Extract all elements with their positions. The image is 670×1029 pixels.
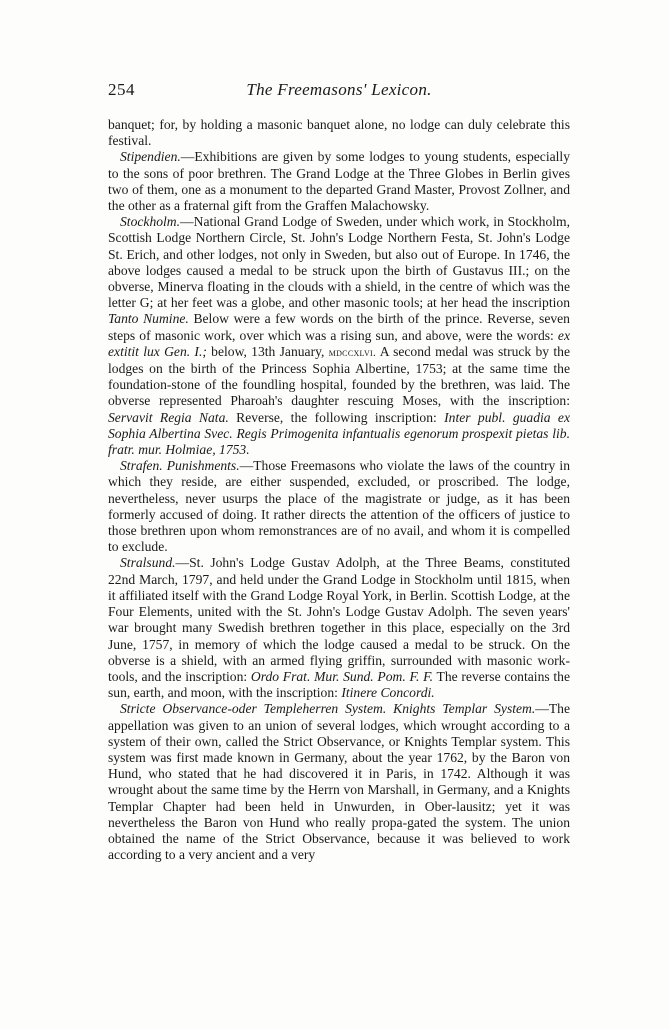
italic-text: Itinere Concordi. (341, 685, 435, 701)
text-run: —National Grand Lodge of Sweden, under which work, in Stockholm, Scottish Lodge Northern Circle, St. John's Lodge Northern Festa, St. John's Lodge St. Erich, and other lodges, not only in Sweden, but also out of Europe. In 1746, the above lodges caused a medal to be struck upon the birth of Gustavus III.; on the obverse, Minerva floating in the clouds with a shield, in the centre of which was the letter G; at her feet was a globe, and other masonic tools; at her head the inscription (108, 214, 570, 311)
italic-text: Servavit Regia Nata. (108, 409, 229, 425)
text-run: —The appellation was given to an union of several lodges, which wrought according to a system of their own, called the Strict Observance, or Knights Templar system. This system was first made known in Germany, about the year 1762, by the Baron von Hund, who stated that he had discovered it in Paris, in 1742. Although it was wrought about the same time by the Herrn von Marshall, in Germany, and a Knights Templar Chapter had been held in Unwurden, in Ober-lausitz; yet it was nevertheless the Baron von Hund who really propa-gated the system. The union obtained the name of the Strict Observance, because it was believed to work according to a very ancient and a very (108, 701, 570, 863)
text-run: A second medal was struck by the lodges on the birth of the Princess Sophia Albertine, 1753; at the same time the foundation-stone of the foundling hospital, founded by the brethren, was laid. The obverse represented Pharoah's daughter rescuing Moses, with the inscription: (108, 343, 570, 409)
paragraph (108, 149, 570, 214)
entry-term: Stipendien. (120, 149, 181, 165)
text-run: —Those Freemasons who violate the laws of the country in which they reside, are either suspended, excluded, or proscribed. The lodge, nevertheless, never usurps the place of the magistrate or judge, as it has been formerly accused of doing. It rather directs the attention of the officers of justice to those brethren upon whom remonstrances are of no avail, and whom it is compelled to exclude. (108, 458, 570, 555)
running-title: The Freemasons' Lexicon. (246, 80, 432, 99)
text-run: below, 13th January, (206, 343, 329, 359)
italic-text: Tanto Numine. (108, 311, 189, 327)
italic-text: Inter publ. guadia ex Sophia Albertina Svec. Regis Primogenita infantualis egenorum prospexit pietas lib. fratr. mur. Holmiae, 1753. (108, 409, 570, 458)
text-run: Below were a few words on the birth of the prince. Reverse, seven steps of masonic work, over which was a rising sun, and above, were the words: (108, 311, 570, 343)
paragraph (108, 555, 570, 701)
paragraph (108, 701, 570, 863)
paragraph (108, 214, 570, 458)
text-run: —Exhibitions are given by some lodges to young students, especially to the sons of poor brethren. The Grand Lodge at the Three Globes in Berlin gives two of them, one as a monument to the departed Grand Master, Provost Zollner, and the other as a fraternal gift from the Graffen Malachowsky. (108, 149, 570, 214)
entry-term: Strafen. Punishments. (120, 458, 240, 474)
smallcaps-text: mdccxlvi. (328, 346, 377, 359)
entry-term: Stralsund. (120, 555, 176, 571)
text-run: Reverse, the following inscription: (228, 409, 445, 425)
text-run: —St. John's Lodge Gustav Adolph, at the Three Beams, constituted 22nd March, 1797, and held under the Grand Lodge in Stockholm until 1815, when it affiliated itself with the Grand Lodge Royal York, in Berlin. Scottish Lodge, at the Four Elements, united with the St. John's Lodge Gustav Adolph. The seven years' war brought many Swedish brethren together in this place, especially on the 3rd June, 1757, in memory of which the lodge caused a medal to be struck. On the obverse is a shield, with an armed flying griffin, surrounded with masonic work-tools, and the inscription: (108, 555, 570, 684)
paragraph (108, 117, 570, 149)
body-text (108, 117, 570, 863)
italic-text: Ordo Frat. Mur. Sund. Pom. F. F. (250, 668, 434, 684)
text-run: The reverse contains the sun, earth, and moon, with the inscription: (108, 668, 570, 701)
entry-term: Stockholm. (120, 214, 181, 230)
paragraph (108, 458, 570, 555)
text-run: banquet; for, by holding a masonic banquet alone, no lodge can duly celebrate this festival. (108, 117, 570, 149)
running-head (108, 80, 570, 104)
italic-text: ex extitit lux Gen. I.; (108, 327, 570, 359)
entry-term: Stricte Observance-oder Templeherren System. Knights Templar System. (120, 701, 536, 717)
page-number: 254 (108, 80, 135, 99)
